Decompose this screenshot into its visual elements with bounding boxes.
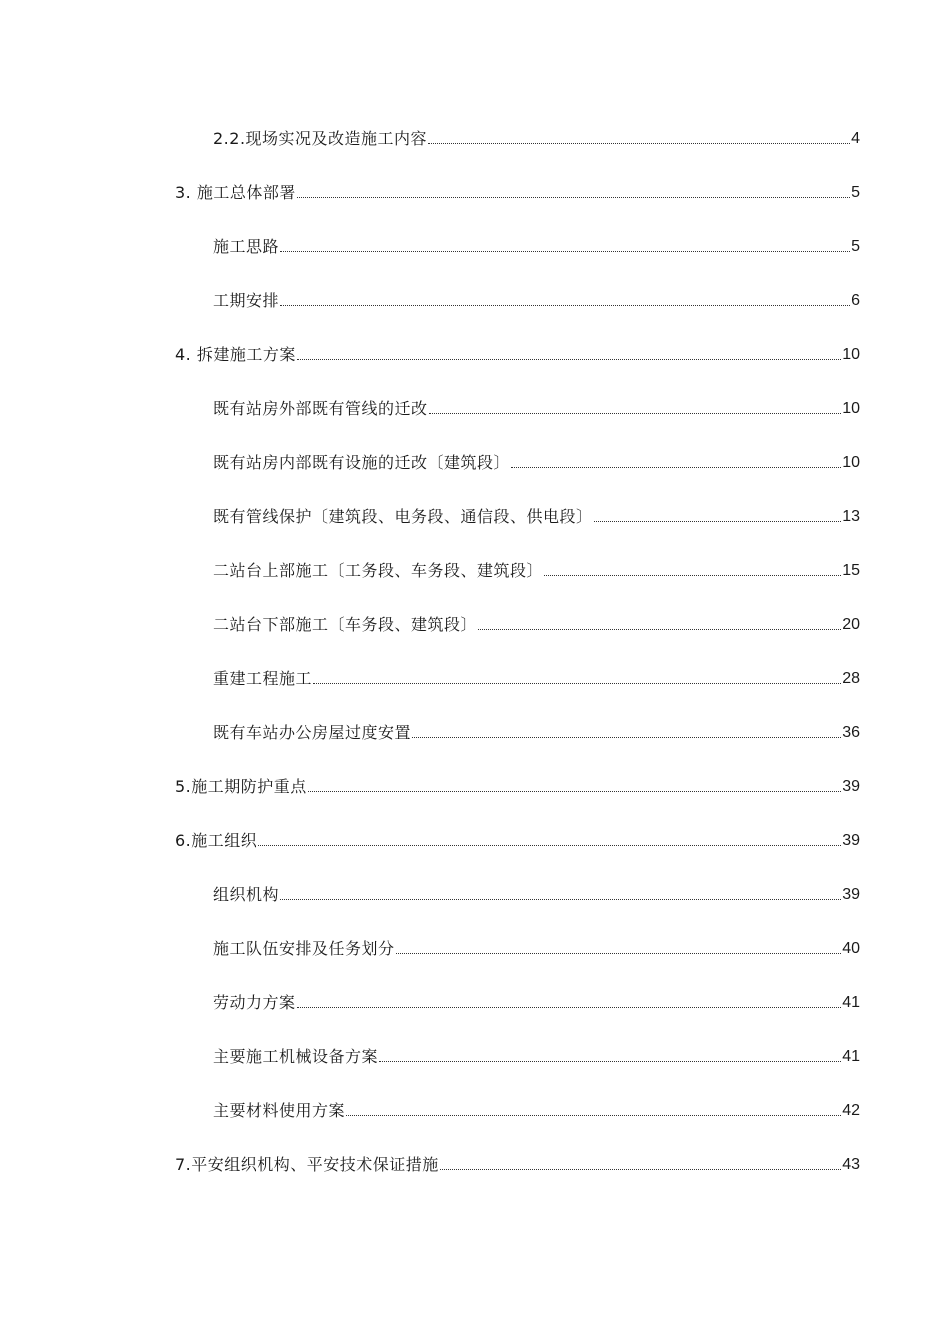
toc-entry-title: 二站台下部施工〔车务段、建筑段〕 [213, 615, 478, 634]
toc-entry-title: 主要材料使用方案 [213, 1101, 346, 1120]
toc-entry-title: 既有站房内部既有设施的迁改〔建筑段〕 [213, 453, 511, 472]
toc-entry[interactable] [0, 449, 860, 503]
toc-entry-title: 施工队伍安排及任务划分 [213, 939, 395, 958]
toc-entry-page-number: 41 [842, 994, 860, 1011]
toc-entry-page-number: 5 [851, 184, 860, 201]
toc-dot-leader [478, 611, 841, 630]
toc-entry[interactable] [0, 557, 860, 611]
toc-entry-title: 既有站房外部既有管线的迁改 [213, 399, 428, 418]
toc-entry-page-number: 20 [842, 616, 860, 633]
toc-entry[interactable] [0, 1151, 860, 1205]
toc-entry-page-number: 10 [842, 454, 860, 471]
toc-entry-page-number: 28 [842, 670, 860, 687]
toc-entry[interactable] [0, 719, 860, 773]
toc-entry-title: 4. 拆建施工方案 [175, 345, 296, 364]
toc-entry-page-number: 6 [851, 292, 860, 309]
toc-entry[interactable] [0, 665, 860, 719]
toc-entry[interactable] [0, 395, 860, 449]
toc-entry-page-number: 15 [842, 562, 860, 579]
toc-dot-leader [297, 989, 842, 1008]
toc-dot-leader [428, 125, 850, 144]
toc-entry-page-number: 36 [842, 724, 860, 741]
toc-entry[interactable] [0, 773, 860, 827]
toc-entry-page-number: 40 [842, 940, 860, 957]
toc-entry-title: 6.施工组织 [175, 831, 258, 850]
toc-entry-page-number: 39 [842, 886, 860, 903]
toc-entry-title: 2.2.现场实况及改造施工内容 [213, 129, 428, 148]
toc-entry[interactable] [0, 287, 860, 341]
toc-entry-page-number: 42 [842, 1102, 860, 1119]
toc-entry[interactable] [0, 125, 860, 179]
toc-dot-leader [511, 449, 841, 468]
toc-dot-leader [280, 881, 841, 900]
toc-entry-page-number: 4 [851, 130, 860, 147]
toc-dot-leader [412, 719, 841, 738]
toc-entry-title: 工期安排 [213, 291, 280, 310]
toc-entry-page-number: 43 [842, 1156, 860, 1173]
toc-entry[interactable] [0, 1043, 860, 1097]
toc-dot-leader [594, 503, 842, 522]
toc-dot-leader [379, 1043, 841, 1062]
toc-dot-leader [297, 341, 841, 360]
toc-dot-leader [280, 287, 850, 306]
toc-entry-page-number: 5 [851, 238, 860, 255]
toc-dot-leader [346, 1097, 841, 1116]
toc-entry[interactable] [0, 611, 860, 665]
toc-entry-page-number: 10 [842, 346, 860, 363]
toc-entry-title: 主要施工机械设备方案 [213, 1047, 379, 1066]
toc-dot-leader [313, 665, 841, 684]
toc-entry-page-number: 39 [842, 832, 860, 849]
toc-entry-title: 劳动力方案 [213, 993, 296, 1012]
toc-entry-title: 施工思路 [213, 237, 280, 256]
toc-entry-title: 既有管线保护〔建筑段、电务段、通信段、供电段〕 [213, 507, 593, 526]
toc-entry[interactable] [0, 989, 860, 1043]
toc-dot-leader [396, 935, 842, 954]
toc-entry[interactable] [0, 827, 860, 881]
toc-entry-title: 5.施工期防护重点 [175, 777, 307, 796]
toc-dot-leader [440, 1151, 841, 1170]
toc-dot-leader [280, 233, 850, 252]
toc-entry-title: 既有车站办公房屋过度安置 [213, 723, 412, 742]
toc-entry[interactable] [0, 179, 860, 233]
toc-entry[interactable] [0, 233, 860, 287]
toc-entry[interactable] [0, 341, 860, 395]
toc-entry-title: 7.平安组织机构、平安技术保证措施 [175, 1155, 439, 1174]
toc-entry-page-number: 39 [842, 778, 860, 795]
toc-dot-leader [544, 557, 841, 576]
toc-entry-page-number: 13 [842, 508, 860, 525]
toc-entry-title: 3. 施工总体部署 [175, 183, 296, 202]
toc-dot-leader [297, 179, 850, 198]
toc-dot-leader [308, 773, 841, 792]
toc-entry[interactable] [0, 881, 860, 935]
toc-entry-page-number: 10 [842, 400, 860, 417]
toc-entry[interactable] [0, 1097, 860, 1151]
toc-entry[interactable] [0, 503, 860, 557]
table-of-contents [0, 125, 950, 1205]
toc-entry-title: 重建工程施工 [213, 669, 313, 688]
toc-entry-title: 组织机构 [213, 885, 280, 904]
toc-entry-page-number: 41 [842, 1048, 860, 1065]
toc-dot-leader [429, 395, 842, 414]
toc-dot-leader [258, 827, 841, 846]
toc-entry[interactable] [0, 935, 860, 989]
toc-entry-title: 二站台上部施工〔工务段、车务段、建筑段〕 [213, 561, 544, 580]
